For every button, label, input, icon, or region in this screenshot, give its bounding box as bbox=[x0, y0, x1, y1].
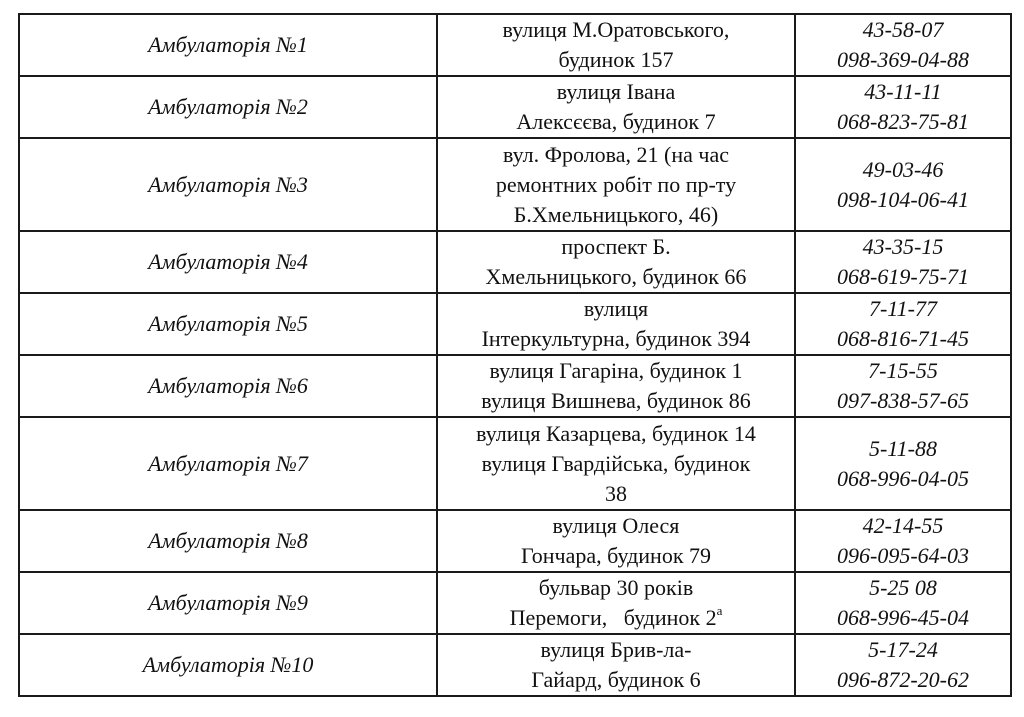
clinic-address bbox=[437, 138, 795, 231]
phone-line: 068-996-45-04 bbox=[837, 605, 969, 630]
clinic-name: Амбулаторія №10 bbox=[19, 634, 437, 696]
table-row bbox=[19, 293, 1011, 355]
clinic-name: Амбулаторія №2 bbox=[19, 76, 437, 138]
clinic-name: Амбулаторія №3 bbox=[19, 138, 437, 231]
address-line: проспект Б. bbox=[561, 234, 671, 259]
clinic-name: Амбулаторія №8 bbox=[19, 510, 437, 572]
clinic-address bbox=[437, 231, 795, 293]
address-line: Б.Хмельницького, 46) bbox=[513, 201, 719, 227]
clinic-phones bbox=[795, 634, 1011, 696]
phone-line: 5-17-24 bbox=[868, 637, 938, 662]
clinic-phones bbox=[795, 14, 1011, 76]
address-line: вулиця Івана bbox=[556, 79, 676, 104]
address-line-with-sup bbox=[442, 603, 790, 633]
clinic-address bbox=[437, 572, 795, 634]
clinic-name: Амбулаторія №1 bbox=[19, 14, 437, 76]
clinic-phones bbox=[795, 355, 1011, 417]
clinic-address bbox=[437, 417, 795, 510]
phone-line: 096-872-20-62 bbox=[837, 667, 969, 692]
phone-line: 7-15-55 bbox=[868, 358, 938, 383]
address-line: вулиця Гвардійська, будинок bbox=[481, 450, 751, 476]
clinic-name: Амбулаторія №7 bbox=[19, 417, 437, 510]
table-row bbox=[19, 14, 1011, 76]
phone-line: 098-369-04-88 bbox=[837, 47, 969, 72]
address-line: 38 bbox=[605, 480, 627, 506]
address-line: вулиця bbox=[583, 296, 649, 321]
address-line: вул. Фролова, 21 (на час bbox=[502, 141, 730, 167]
address-line: вулиця Вишнева, будинок 86 bbox=[481, 388, 751, 413]
clinic-phones bbox=[795, 510, 1011, 572]
clinic-address bbox=[437, 634, 795, 696]
phone-line: 068-996-04-05 bbox=[837, 465, 969, 491]
table-row bbox=[19, 138, 1011, 231]
address-line: будинок 157 bbox=[558, 47, 674, 72]
address-line: Інтеркультурна, будинок 394 bbox=[481, 326, 751, 351]
phone-line: 5-11-88 bbox=[868, 435, 938, 461]
address-line: Хмельницького, будинок 66 bbox=[485, 264, 747, 289]
address-line: Алексєєва, будинок 7 bbox=[516, 109, 716, 134]
clinic-name: Амбулаторія №9 bbox=[19, 572, 437, 634]
address-line: вулиця М.Оратовського, bbox=[502, 17, 730, 42]
phone-line: 097-838-57-65 bbox=[837, 388, 969, 413]
clinic-phones bbox=[795, 231, 1011, 293]
table-row bbox=[19, 355, 1011, 417]
clinic-name: Амбулаторія №5 bbox=[19, 293, 437, 355]
phone-line: 43-11-11 bbox=[864, 79, 942, 104]
phone-line: 43-35-15 bbox=[862, 234, 944, 259]
clinics-table bbox=[18, 13, 1012, 697]
clinic-name: Амбулаторія №4 bbox=[19, 231, 437, 293]
phone-line: 068-816-71-45 bbox=[837, 326, 969, 351]
address-superscript: а bbox=[716, 602, 723, 618]
phone-line: 5-25 08 bbox=[869, 575, 937, 600]
phone-line: 42-14-55 bbox=[862, 513, 944, 538]
clinic-phones bbox=[795, 76, 1011, 138]
clinic-address bbox=[437, 14, 795, 76]
address-line: бульвар 30 років bbox=[538, 575, 694, 600]
table-row bbox=[19, 417, 1011, 510]
phone-line: 098-104-06-41 bbox=[837, 186, 969, 212]
phone-line: 096-095-64-03 bbox=[837, 543, 969, 568]
address-line: Гайард, будинок 6 bbox=[531, 667, 701, 692]
phone-line: 7-11-77 bbox=[868, 296, 938, 321]
phone-line: 43-58-07 bbox=[862, 17, 944, 42]
clinic-address bbox=[437, 293, 795, 355]
address-line: вулиця Олеся bbox=[552, 513, 680, 538]
address-line: Гончара, будинок 79 bbox=[520, 543, 712, 568]
table-row bbox=[19, 572, 1011, 634]
clinic-phones bbox=[795, 138, 1011, 231]
clinic-address bbox=[437, 76, 795, 138]
clinic-phones bbox=[795, 417, 1011, 510]
clinic-address bbox=[437, 355, 795, 417]
clinic-address bbox=[437, 510, 795, 572]
phone-line: 068-823-75-81 bbox=[837, 109, 969, 134]
clinic-phones bbox=[795, 572, 1011, 634]
table-row bbox=[19, 510, 1011, 572]
address-line: вулиця Казарцева, будинок 14 bbox=[476, 420, 756, 446]
table-row bbox=[19, 76, 1011, 138]
table-row bbox=[19, 634, 1011, 696]
address-line: вулиця Гагаріна, будинок 1 bbox=[489, 358, 743, 383]
address-line: вулиця Брив-ла- bbox=[540, 637, 692, 662]
clinic-name: Амбулаторія №6 bbox=[19, 355, 437, 417]
table-row bbox=[19, 231, 1011, 293]
phone-line: 49-03-46 bbox=[862, 156, 944, 182]
address-line: ремонтних робіт по пр-ту bbox=[495, 171, 737, 197]
address-line-text: Перемоги, будинок 2 bbox=[509, 605, 717, 630]
clinic-phones bbox=[795, 293, 1011, 355]
phone-line: 068-619-75-71 bbox=[837, 264, 969, 289]
